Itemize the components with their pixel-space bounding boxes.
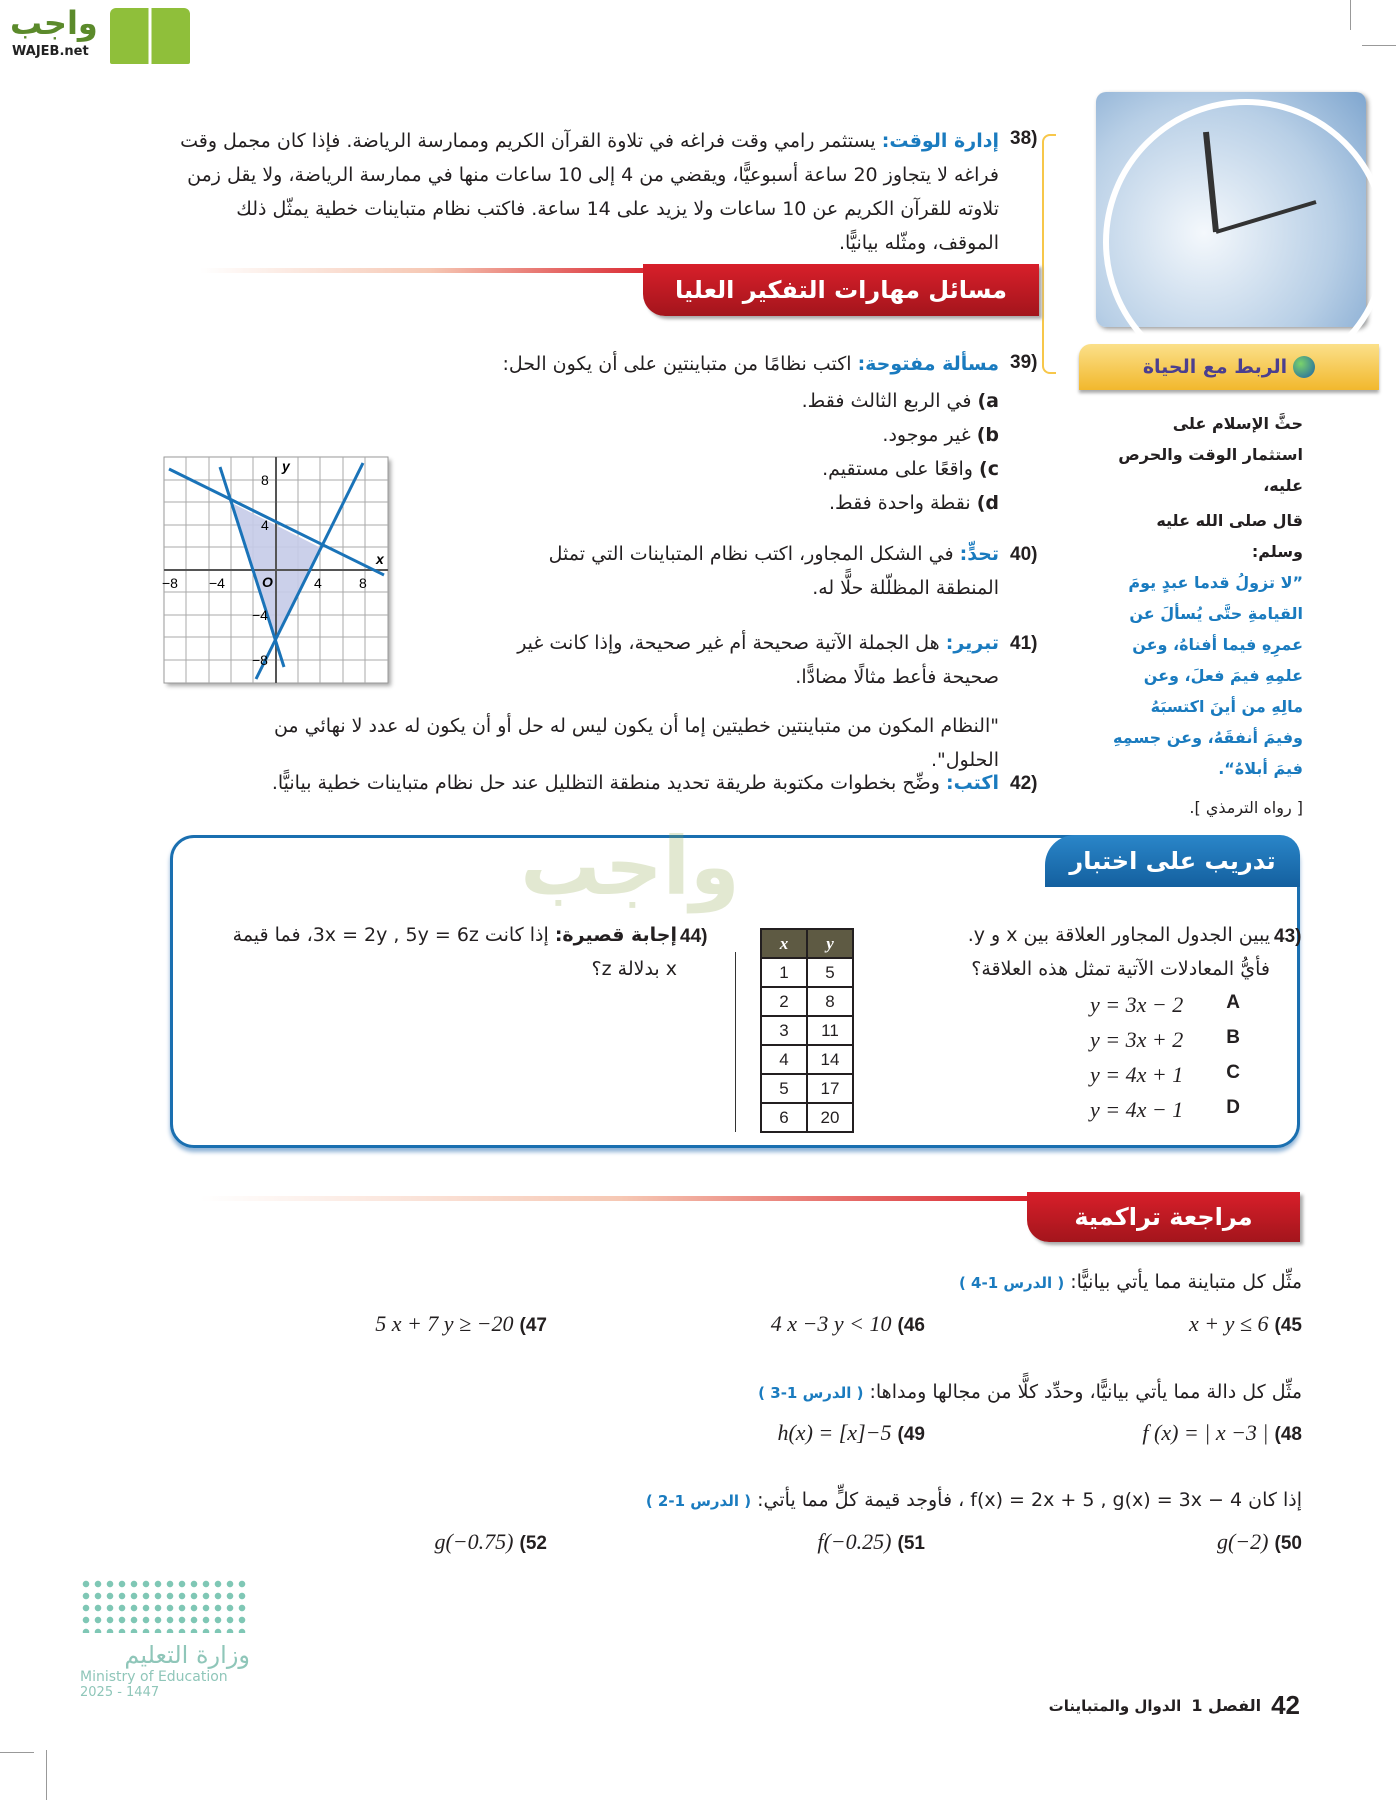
exercise-49: 49) h(x) = [x]−5: [777, 1420, 925, 1445]
crop-mark: [46, 1750, 47, 1800]
question-44: إجابة قصيرة: إذا كانت 3x = 2y , 5y = 6z، فما قيمة x بدلالة z؟: [232, 924, 677, 980]
question-number: 42): [1010, 773, 1038, 794]
divider: [200, 1196, 1040, 1201]
hots-banner: مسائل مهارات التفكير العليا: [643, 264, 1039, 316]
page-footer: 42 الفصل 1 الدوال والمتباينات: [1048, 1690, 1300, 1720]
crop-mark: [0, 1752, 34, 1753]
table-row: 5 17: [761, 1074, 853, 1103]
clock-photo: [1096, 92, 1366, 327]
option-b[interactable]: y = 3x + 2 B: [1090, 1027, 1240, 1052]
question-41-quote: "النظام المكون من متباينتين خطيتين إما أن يكون ليس له حل أو أن يكون له عدد لا نهائي من الحلول".: [273, 715, 999, 771]
question-39-parts: a) في الربع الثالث فقط. b) غير موجود. c) واقعًا على مستقيم. d) نقطة واحدة فقط.: [801, 390, 999, 514]
svg-text:4: 4: [261, 517, 269, 533]
question-38: إدارة الوقت: يستثمر رامي وقت فراغه في تلاوة القرآن الكريم وممارسة الرياضة. فإذا كان مجمل وقت فراغه لا يتجاوز 20 ساعة أسبوعيًّا، ويقضي من 4 إلى 10 ساعات منها في ممارسة الرياضة، ولا يقل زمن تلاوته للقرآن الكريم عن 10 ساعات ولا يزيد على 14 ساعة. فاكتب نظام متباينات خطية يمثّل ذلك الموقف، ومثّله بيانيًّا.: [180, 130, 999, 254]
question-43-options: [1090, 992, 1240, 1132]
svg-text:y: y: [282, 458, 290, 474]
crop-mark: [1362, 45, 1396, 46]
crop-mark: [1350, 0, 1351, 30]
svg-text:4: 4: [314, 575, 322, 591]
question-number: 39): [1010, 352, 1038, 373]
question-43: يبين الجدول المجاور العلاقة بين x و y. فأيُّ المعادلات الآتية تمثل هذه العلاقة؟: [967, 924, 1270, 980]
svg-text:−4: −4: [252, 607, 268, 623]
sidebar-text: حثَّ الإسلام على استثمار الوقت والحرص عليه، قال صلى الله عليه وسلم: ”لا تزولُ قدما عبدٍ يومَ القيامةِ حتَّى يُسألَ عن عمرِهِ فيما أفناهُ، وعن علمِهِ فيمَ فعلَ، وعن مالِهِ من أينَ اكتسبَهُ وفيمَ أنفقَهُ، وعن جسمِهِ فيمَ أبلاهُ“. [ رواه الترمذي ].: [1112, 414, 1303, 817]
exercise-51: 51) f(−0.25): [817, 1529, 925, 1554]
svg-text:−8: −8: [162, 575, 178, 591]
svg-text:O: O: [262, 574, 273, 590]
life-connection-banner: الربط مع الحياة: [1079, 344, 1379, 390]
exercise-48: 48) f (x) = | x −3 |: [1142, 1420, 1302, 1445]
table-row: 2 8: [761, 987, 853, 1016]
exercise-52: 52) g(−0.75): [434, 1529, 547, 1554]
inequality-graph: [164, 457, 388, 683]
divider: [200, 268, 660, 273]
question-39: مسألة مفتوحة: اكتب نظامًا من متباينتين على أن يكون الحل:: [502, 353, 999, 375]
question-40: تحدٍّ: في الشكل المجاور، اكتب نظام المتباينات التي تمثل المنطقة المظلّلة حلًّا له.: [548, 543, 999, 599]
ministry-logo: وزارة التعليم Ministry of Education 2025 - 1447: [80, 1578, 250, 1723]
lesson-link[interactable]: ( الدرس 1-4 ): [958, 1274, 1065, 1292]
question-41: تبرير: هل الجملة الآتية صحيحة أم غير صحيحة، وإذا كانت غير صحيحة فأعط مثالًا مضادًّا.: [517, 632, 999, 688]
exercise-45: 45) x + y ≤ 6: [1189, 1311, 1302, 1336]
exercise-47: 47) 5 x + 7 y ≥ −20: [375, 1311, 547, 1336]
xy-table: x y 1 5 2 8 3 11 4 14 5 17 6 20: [760, 928, 854, 1133]
question-number: 43): [1274, 926, 1302, 947]
book-icon: [110, 8, 190, 64]
globe-icon: [1293, 356, 1315, 378]
question-number: 40): [1010, 544, 1038, 565]
svg-text:8: 8: [359, 575, 367, 591]
exercise-50: 50) g(−2): [1216, 1529, 1302, 1554]
question-number: 44): [680, 926, 708, 947]
svg-text:8: 8: [261, 472, 269, 488]
question-number: 38): [1010, 128, 1038, 149]
question-42: اكتب: وضِّح بخطوات مكتوبة طريقة تحديد منطقة التظليل عند حل نظام متباينات خطية بيانيًّا.: [271, 772, 999, 794]
watermark: واجب: [520, 820, 740, 913]
review-instruction-2: مثِّل كل دالة مما يأتي بيانيًّا، وحدِّد كلًّا من مجالها ومداها: ( الدرس 1-3 ): [758, 1381, 1302, 1403]
table-row: 1 5: [761, 958, 853, 987]
question-number: 41): [1010, 633, 1038, 654]
table-row: 6 20: [761, 1103, 853, 1132]
sidebar-bracket: [1042, 134, 1056, 374]
table-row: 4 14: [761, 1045, 853, 1074]
review-instruction-1: مثِّل كل متباينة مما يأتي بيانيًّا: ( الدرس 1-4 ): [958, 1271, 1302, 1293]
lesson-link[interactable]: ( الدرس 1-3 ): [758, 1384, 864, 1402]
option-a[interactable]: y = 3x − 2 A: [1090, 992, 1240, 1017]
svg-text:x: x: [376, 551, 384, 567]
divider: [735, 952, 736, 1132]
table-row: 3 11: [761, 1016, 853, 1045]
svg-text:−8: −8: [252, 652, 268, 668]
test-practice-banner: تدريب على اختبار: [1045, 835, 1300, 887]
ministry-dots-icon: [80, 1578, 250, 1633]
lesson-link[interactable]: ( الدرس 1-2 ): [645, 1492, 752, 1510]
cumulative-review-banner: مراجعة تراكمية: [1027, 1192, 1300, 1242]
option-c[interactable]: y = 4x + 1 C: [1090, 1062, 1240, 1087]
wajeb-logo[interactable]: واجب WAJEB.net: [10, 4, 190, 64]
svg-text:−4: −4: [209, 575, 225, 591]
review-instruction-3: إذا كان f(x) = 2x + 5 , g(x) = 3x − 4 ، فأوجد قيمة كلٍّ مما يأتي: ( الدرس 1-2 ): [645, 1489, 1302, 1511]
option-d[interactable]: y = 4x − 1 D: [1090, 1097, 1240, 1122]
exercise-46: 46) 4 x −3 y < 10: [770, 1311, 925, 1336]
